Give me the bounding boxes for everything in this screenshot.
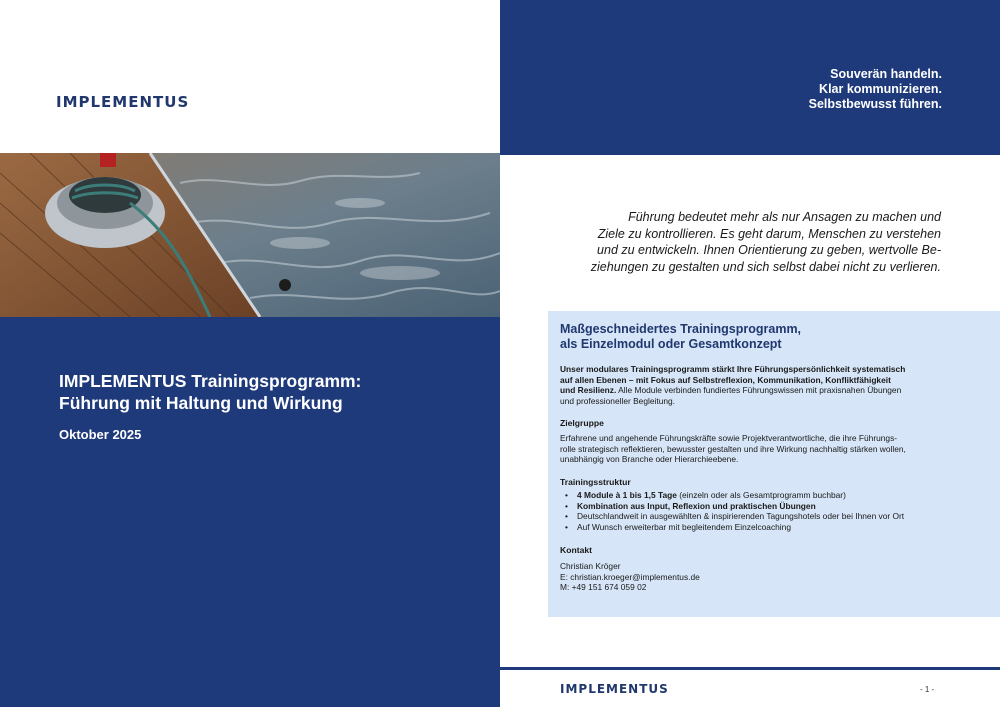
document-date: Oktober 2025 bbox=[59, 427, 142, 442]
contact-email[interactable]: E: christian.kroeger@implementus.de bbox=[560, 571, 700, 582]
list-item: • Auf Wunsch erweiterbar mit begleitendem Einzelcoaching bbox=[565, 522, 950, 533]
intro-paragraph: Führung bedeutet mehr als nur Ansagen zu machen und Ziele zu kontrollieren. Es geht darum, Menschen zu verstehen und zu entwickeln. Ihnen Orientierung zu geben, wertvolle Be- ziehungen zu gestalten und sich selbst dabei nicht zu verlieren. bbox=[590, 210, 941, 274]
implementus-logo: IMPLEMENTUS bbox=[56, 93, 190, 111]
sailboat-deck-illustration bbox=[0, 153, 500, 317]
training-structure-heading: Trainingsstruktur bbox=[560, 477, 631, 487]
training-structure-list bbox=[565, 490, 950, 532]
tagline: Souverän handeln. Klar kommunizieren. Selbstbewusst führen. bbox=[808, 67, 942, 111]
program-summary: Unser modulares Trainingsprogramm stärkt Ihre Führungspersönlichkeit systematisch auf allen Ebenen – mit Fokus auf Selbstreflexion, Kommunikation, Konfliktfähigkeit und Resilienz. Alle Module verbinden fundiertes Führungswissen mit praxisnahen Übungen und professioneller Begleitung. bbox=[560, 364, 906, 406]
contact-heading: Kontakt bbox=[560, 545, 592, 555]
program-heading: Maßgeschneidertes Trainingsprogramm, als Einzelmodul oder Gesamtkonzept bbox=[560, 322, 802, 351]
target-group-text: Erfahrene und angehende Führungskräfte sowie Projektverantwortliche, die ihre Führungs- rolle strategisch reflektieren, bewusster gestalten und ihre Wirkung nachhaltig stärken wollen, unabhängig von Branche oder Hierarchieebene. bbox=[560, 433, 906, 464]
implementus-footer-logo: IMPLEMENTUS bbox=[560, 682, 669, 696]
document-title: IMPLEMENTUS Trainingsprogramm: Führung mit Haltung und Wirkung bbox=[59, 371, 362, 413]
sailboat-photo bbox=[0, 153, 500, 317]
left-header-area bbox=[0, 0, 500, 153]
contact-phone[interactable]: M: +49 151 674 059 02 bbox=[560, 582, 647, 592]
contact-details bbox=[560, 561, 860, 593]
page-number: - 1 - bbox=[920, 685, 935, 694]
list-item: • Deutschlandweit in ausgewählten & inspirierenden Tagungshotels oder bei Ihnen vor Ort bbox=[565, 511, 950, 522]
contact-name: Christian Kröger bbox=[560, 561, 621, 571]
target-group-heading: Zielgruppe bbox=[560, 418, 604, 428]
list-item: • Kombination aus Input, Reflexion und praktischen Übungen bbox=[565, 501, 950, 512]
list-item: • 4 Module à 1 bis 1,5 Tage (einzeln oder als Gesamtprogramm buchbar) bbox=[565, 490, 950, 501]
footer-divider bbox=[500, 667, 1000, 670]
